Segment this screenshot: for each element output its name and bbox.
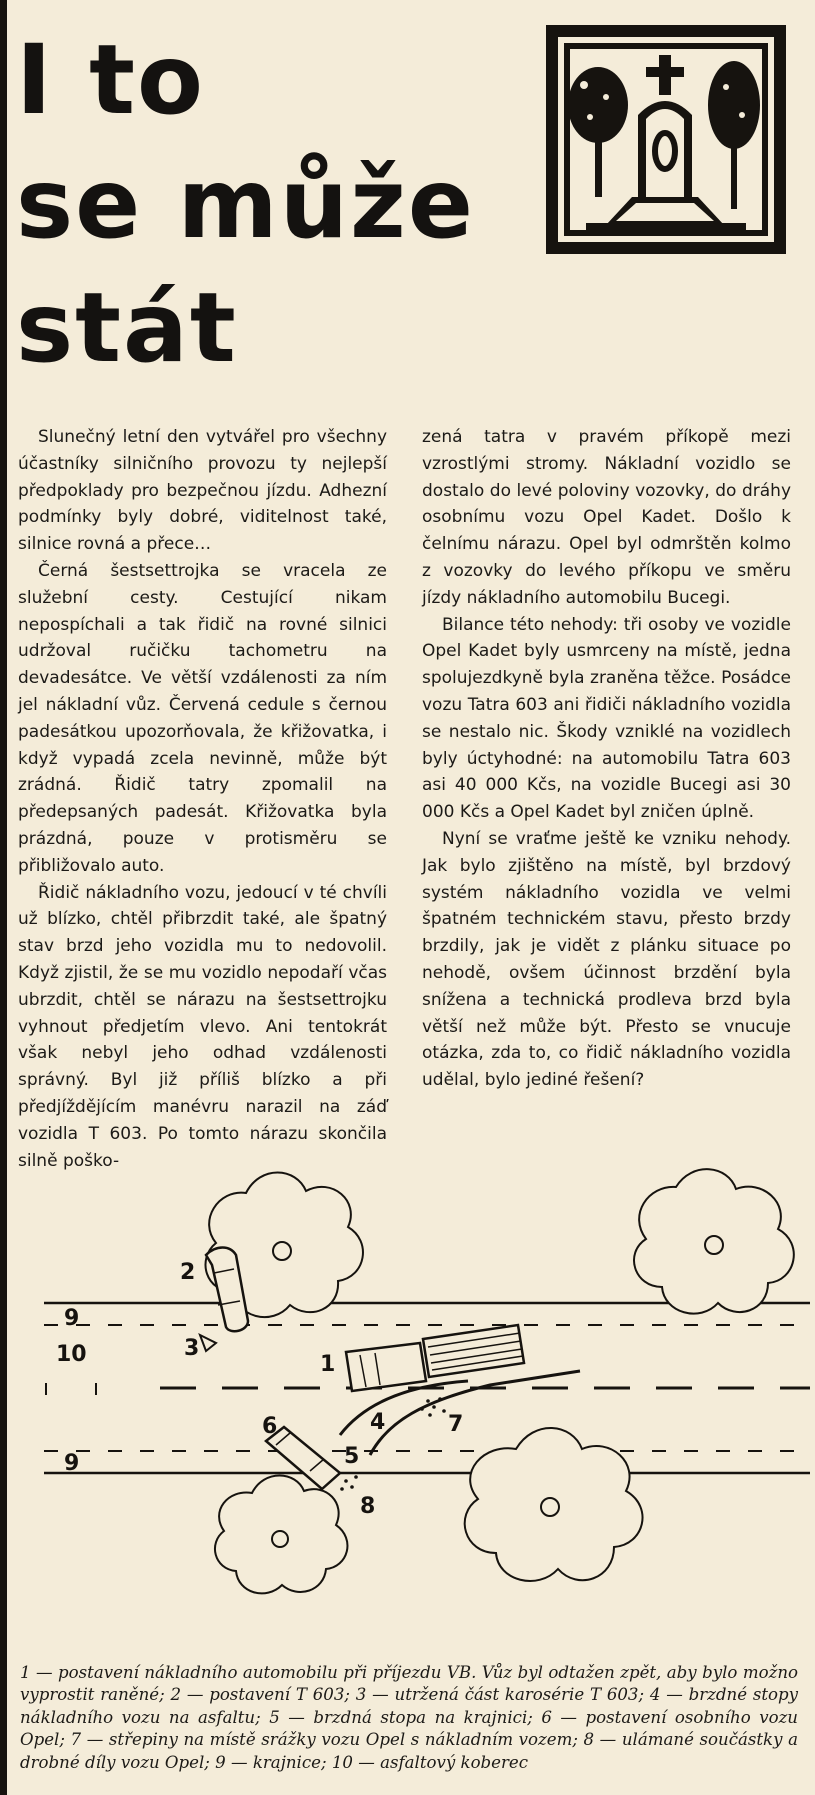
article-title: [16, 18, 475, 390]
accident-diagram: [20, 1155, 810, 1635]
truck-icon: [346, 1325, 524, 1391]
paragraph: Slunečný letní den vytvářel pro všechny účastníky silničního provozu ty nejlepší předpoklady pro bezpečnou jízdu. Adhezní podmínky byly dobré, viditelnost také, silnice rovná a přece…: [18, 427, 387, 555]
label-7: 7: [448, 1412, 464, 1437]
shrine-emblem-icon: [546, 25, 786, 254]
diagram-caption: 1 — postavení nákladního automobilu při příjezdu VB. Vůz byl odtažen zpět, aby bylo možno vyprostit raněné; 2 — postavení T 603; 3 — utržená část karosérie T 603; 4 — brzdné stopy nákladního vozu na asfaltu; 5 — brzdná stopa na krajnici; 6 — postavení osobního vozu Opel; 7 — střepiny na místě srážky vozu Opel s nákladním vozem; 8 — ulámané součástky a drobné díly vozu Opel; 9 — krajnice; 10 — asfaltový koberec: [20, 1662, 798, 1772]
title-line-3: stát: [16, 272, 238, 384]
tree-icon: [215, 1476, 347, 1594]
label-3: 3: [184, 1336, 200, 1361]
article-body: [18, 424, 793, 1171]
right-column: [422, 424, 791, 1094]
paragraph: Černá šestsettrojka se vracela ze služební cesty. Cestující nikam nepospíchali a tak řidič na rovné silnici udržoval ručičku tachometru na devadesátce. Ve větší vzdálenosti za ním jel nákladní vůz. Červená cedule s černou padesátkou upozorňovala, že křižovatka, i když vypadá zcela nevinně, může být zrádná. Řidič tatry zpomalil na předepsaných padesát. Křižovatka byla prázdná, pouze v protisměru se přibližovalo auto.: [18, 560, 387, 876]
label-1: 1: [320, 1352, 336, 1377]
body-part-3: [200, 1335, 216, 1351]
label-9-bottom: 9: [64, 1451, 80, 1476]
label-10: 10: [56, 1342, 87, 1367]
label-4: 4: [370, 1410, 386, 1435]
left-column: [18, 424, 387, 1174]
label-5: 5: [344, 1444, 360, 1469]
paragraph: Nyní se vraťme ještě ke vzniku nehody. Jak bylo zjištěno na místě, byl brzdový systém nákladního vozidla ve velmi špatném technickém stavu, přesto brzdy brzdily, jak je vidět z plánku situace po nehodě, ovšem účinnost brzdění byla snížena a technická prodleva brzd byla větší než může být. Přesto se vnucuje otázka, zda to, co řidič nákladního vozidla udělal, bylo jediné řešení?: [422, 828, 791, 1091]
title-line-1: I to: [16, 24, 205, 136]
left-border-rule: [0, 0, 7, 1795]
label-8: 8: [360, 1494, 376, 1519]
title-line-2: se může: [16, 148, 476, 260]
tree-icon: [634, 1169, 794, 1313]
paragraph: zená tatra v pravém příkopě mezi vzrostlými stromy. Nákladní vozidlo se dostalo do levé poloviny vozovky, do dráhy osobnímu vozu Opel Kadet. Došlo k čelnímu nárazu. Opel byl odmrštěn kolmo z vozovky do levého příkopu ve směru jízdy nákladního automobilu Bucegi.: [422, 427, 791, 608]
label-2: 2: [180, 1260, 196, 1285]
label-6: 6: [262, 1414, 278, 1439]
parts-8: [340, 1475, 358, 1491]
paragraph: Řidič nákladního vozu, jedoucí v té chvíli už blízko, chtěl přibrzdit také, ale špatný stav brzd jeho vozidla mu to nedovolil. Když zjistil, že se mu vozidlo nepodaří včas ubrzdit, chtěl se nárazu na šestsettrojku vyhnout předjetím vlevo. Ani tentokrát však nebyl jeho odhad vzdálenosti správný. Byl již příliš blízko a při předjíždějícím manévru narazil na záď vozidla T 603. Po tomto nárazu skončila silně poško-: [18, 882, 387, 1171]
label-9-top: 9: [64, 1306, 80, 1331]
tree-icon: [465, 1428, 643, 1581]
paragraph: Bilance této nehody: tři osoby ve vozidle Opel Kadet byly usmrceny na místě, jedna spolujezdkyně byla zraněna těžce. Posádce vozu Tatra 603 ani řidiči nákladního vozidla se nestalo nic. Škody vzniklé na vozidlech byly úctyhodné: na automobilu Tatra 603 asi 40 000 Kčs, na vozidle Bucegi asi 30 000 Kčs a Opel Kadet byl zničen úplně.: [422, 614, 791, 823]
